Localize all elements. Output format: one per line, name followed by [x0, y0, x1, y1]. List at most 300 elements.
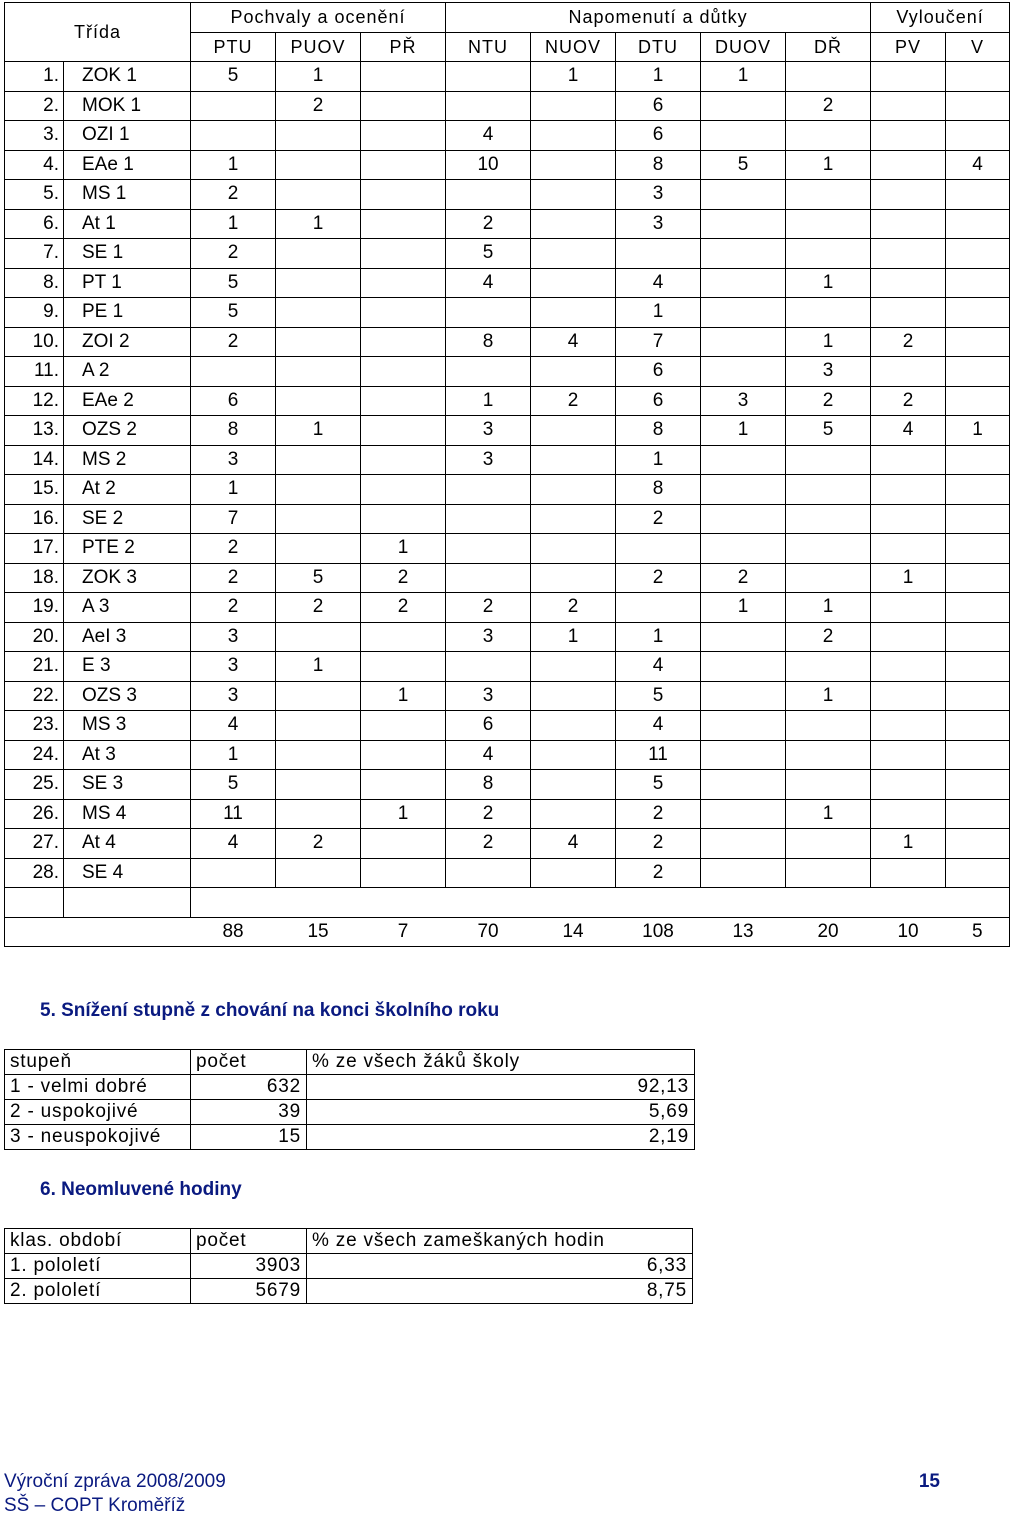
grade-header: stupeň: [5, 1050, 191, 1075]
value-cell-ptu: 2: [191, 593, 276, 623]
class-name: PT 1: [64, 268, 191, 298]
value-cell-ntu: [446, 298, 531, 328]
value-cell-ntu: [446, 357, 531, 387]
value-cell-dř: 1: [786, 593, 871, 623]
value-cell-ptu: [191, 858, 276, 888]
row-number: 15.: [5, 475, 64, 505]
class-name: At 4: [64, 829, 191, 859]
table-row: [5, 622, 1010, 652]
value-cell-ptu: 3: [191, 622, 276, 652]
hours-percent: 6,33: [307, 1254, 693, 1279]
value-cell-dř: [786, 504, 871, 534]
value-cell-ntu: [446, 475, 531, 505]
value-cell-puov: 1: [276, 209, 361, 239]
class-name: OZS 2: [64, 416, 191, 446]
value-cell-v: [946, 711, 1010, 741]
total-ptu: 88: [191, 917, 276, 947]
value-cell-puov: [276, 268, 361, 298]
value-cell-ntu: [446, 504, 531, 534]
value-cell-v: [946, 504, 1010, 534]
total-př: 7: [361, 917, 446, 947]
table-row: [5, 858, 1010, 888]
value-cell-duov: 2: [701, 563, 786, 593]
row-number: 16.: [5, 504, 64, 534]
value-cell-dtu: 8: [616, 150, 701, 180]
class-header: Třída: [5, 3, 191, 62]
row-number: 10.: [5, 327, 64, 357]
value-cell-puov: 5: [276, 563, 361, 593]
value-cell-ptu: 1: [191, 475, 276, 505]
value-cell-pv: [871, 268, 946, 298]
class-name: E 3: [64, 652, 191, 682]
value-cell-v: [946, 652, 1010, 682]
value-cell-př: 1: [361, 681, 446, 711]
col-header-dtu: DTU: [616, 32, 701, 62]
value-cell-puov: [276, 711, 361, 741]
value-cell-duov: [701, 268, 786, 298]
period-label: 2. pololetí: [5, 1279, 191, 1304]
value-cell-ptu: 8: [191, 416, 276, 446]
value-cell-př: [361, 91, 446, 121]
value-cell-ntu: 2: [446, 829, 531, 859]
row-number: 20.: [5, 622, 64, 652]
value-cell-nuov: [531, 652, 616, 682]
value-cell-v: [946, 770, 1010, 800]
value-cell-pv: [871, 858, 946, 888]
value-cell-dř: [786, 858, 871, 888]
value-cell-ntu: 2: [446, 799, 531, 829]
value-cell-puov: [276, 180, 361, 210]
spacer-row: [5, 888, 1010, 918]
value-cell-nuov: [531, 121, 616, 151]
hours-percent: 8,75: [307, 1279, 693, 1304]
row-number: 3.: [5, 121, 64, 151]
value-cell-př: [361, 180, 446, 210]
table-row: [5, 416, 1010, 446]
value-cell-ntu: 2: [446, 593, 531, 623]
value-cell-v: [946, 563, 1010, 593]
value-cell-duov: [701, 652, 786, 682]
value-cell-ptu: 3: [191, 445, 276, 475]
value-cell-puov: 1: [276, 416, 361, 446]
row-number: 17.: [5, 534, 64, 564]
value-cell-puov: [276, 445, 361, 475]
total-puov: 15: [276, 917, 361, 947]
row-number: 21.: [5, 652, 64, 682]
value-cell-dř: 1: [786, 327, 871, 357]
table-row: [5, 593, 1010, 623]
value-cell-dř: [786, 209, 871, 239]
value-cell-puov: 2: [276, 593, 361, 623]
value-cell-ptu: 5: [191, 268, 276, 298]
value-cell-ptu: 2: [191, 534, 276, 564]
col-header-pr: PŘ: [361, 32, 446, 62]
row-number: 13.: [5, 416, 64, 446]
value-cell-duov: [701, 770, 786, 800]
row-number: 26.: [5, 799, 64, 829]
class-name: SE 3: [64, 770, 191, 800]
praise-group-header: Pochvaly a ocenění: [191, 3, 446, 33]
percent-header: % ze všech zameškaných hodin: [307, 1229, 693, 1254]
value-cell-dtu: 1: [616, 445, 701, 475]
row-number: 1.: [5, 62, 64, 92]
class-name: A 2: [64, 357, 191, 387]
value-cell-nuov: [531, 475, 616, 505]
value-cell-duov: [701, 180, 786, 210]
table-row: [5, 681, 1010, 711]
value-cell-dř: [786, 740, 871, 770]
total-nuov: 14: [531, 917, 616, 947]
table-row: [5, 445, 1010, 475]
value-cell-pv: [871, 180, 946, 210]
value-cell-dtu: 3: [616, 209, 701, 239]
value-cell-př: [361, 268, 446, 298]
class-name: AeI 3: [64, 622, 191, 652]
value-cell-nuov: [531, 268, 616, 298]
class-name: ZOK 1: [64, 62, 191, 92]
spacer-cell: [64, 888, 191, 918]
value-cell-ntu: [446, 91, 531, 121]
value-cell-pv: [871, 475, 946, 505]
total-v: 5: [946, 917, 1010, 947]
spacer-cell: [191, 888, 1010, 918]
table-row: [5, 62, 1010, 92]
row-number: 6.: [5, 209, 64, 239]
value-cell-ntu: [446, 180, 531, 210]
value-cell-duov: [701, 475, 786, 505]
value-cell-dř: 1: [786, 268, 871, 298]
value-cell-pv: [871, 770, 946, 800]
value-cell-nuov: [531, 416, 616, 446]
value-cell-pv: 2: [871, 327, 946, 357]
value-cell-v: [946, 121, 1010, 151]
value-cell-př: [361, 209, 446, 239]
value-cell-dř: [786, 652, 871, 682]
col-header-dr: DŘ: [786, 32, 871, 62]
row-number: 5.: [5, 180, 64, 210]
value-cell-př: [361, 740, 446, 770]
value-cell-nuov: [531, 504, 616, 534]
value-cell-puov: 2: [276, 829, 361, 859]
value-cell-př: [361, 416, 446, 446]
value-cell-duov: 1: [701, 62, 786, 92]
value-cell-př: 1: [361, 534, 446, 564]
value-cell-puov: [276, 770, 361, 800]
value-cell-dř: 1: [786, 150, 871, 180]
value-cell-nuov: [531, 770, 616, 800]
value-cell-př: 2: [361, 563, 446, 593]
value-cell-ntu: 3: [446, 445, 531, 475]
value-cell-ntu: [446, 563, 531, 593]
row-number: 7.: [5, 239, 64, 269]
class-name: At 3: [64, 740, 191, 770]
count-header: počet: [191, 1229, 307, 1254]
value-cell-ntu: 10: [446, 150, 531, 180]
hours-header-row: [5, 1229, 693, 1254]
value-cell-nuov: [531, 180, 616, 210]
value-cell-duov: [701, 327, 786, 357]
table-row: [5, 1279, 693, 1304]
class-name: MS 3: [64, 711, 191, 741]
value-cell-pv: [871, 445, 946, 475]
value-cell-ptu: 2: [191, 563, 276, 593]
value-cell-ntu: 4: [446, 121, 531, 151]
value-cell-ptu: 1: [191, 209, 276, 239]
value-cell-v: [946, 180, 1010, 210]
value-cell-pv: [871, 239, 946, 269]
class-name: MOK 1: [64, 91, 191, 121]
col-header-puov: PUOV: [276, 32, 361, 62]
value-cell-ntu: 8: [446, 770, 531, 800]
table-row: [5, 91, 1010, 121]
value-cell-nuov: [531, 534, 616, 564]
value-cell-nuov: [531, 150, 616, 180]
value-cell-ntu: 3: [446, 416, 531, 446]
value-cell-př: [361, 711, 446, 741]
col-header-ptu: PTU: [191, 32, 276, 62]
class-name: MS 2: [64, 445, 191, 475]
row-number: 19.: [5, 593, 64, 623]
value-cell-př: [361, 386, 446, 416]
section-5-title: 5. Snížení stupně z chování na konci školního roku: [40, 1000, 500, 1021]
class-name: A 3: [64, 593, 191, 623]
value-cell-dř: [786, 770, 871, 800]
class-name: SE 4: [64, 858, 191, 888]
reprimand-group-header: Napomenutí a důtky: [446, 3, 871, 33]
value-cell-puov: 2: [276, 91, 361, 121]
value-cell-nuov: 2: [531, 386, 616, 416]
value-cell-duov: [701, 681, 786, 711]
value-cell-dř: [786, 445, 871, 475]
row-number: 9.: [5, 298, 64, 328]
value-cell-pv: [871, 209, 946, 239]
value-cell-puov: [276, 386, 361, 416]
value-cell-duov: [701, 121, 786, 151]
group-header-row: [5, 3, 1010, 33]
value-cell-př: [361, 357, 446, 387]
value-cell-pv: [871, 62, 946, 92]
grade-label: 3 - neuspokojivé: [5, 1125, 191, 1150]
value-cell-dř: [786, 239, 871, 269]
value-cell-ntu: 4: [446, 268, 531, 298]
value-cell-dř: 2: [786, 386, 871, 416]
value-cell-dř: 1: [786, 799, 871, 829]
value-cell-dtu: 2: [616, 504, 701, 534]
value-cell-nuov: [531, 445, 616, 475]
value-cell-dtu: 8: [616, 475, 701, 505]
value-cell-nuov: [531, 239, 616, 269]
value-cell-puov: [276, 681, 361, 711]
value-cell-puov: [276, 799, 361, 829]
value-cell-dtu: 4: [616, 652, 701, 682]
value-cell-ptu: 2: [191, 327, 276, 357]
col-header-pv: PV: [871, 32, 946, 62]
class-name: SE 2: [64, 504, 191, 534]
value-cell-př: [361, 445, 446, 475]
value-cell-puov: 1: [276, 62, 361, 92]
row-number: 18.: [5, 563, 64, 593]
value-cell-puov: [276, 298, 361, 328]
table-row: [5, 1075, 695, 1100]
value-cell-dtu: 2: [616, 829, 701, 859]
value-cell-pv: 2: [871, 386, 946, 416]
value-cell-ntu: 3: [446, 622, 531, 652]
total-duov: 13: [701, 917, 786, 947]
value-cell-duov: [701, 504, 786, 534]
row-number: 2.: [5, 91, 64, 121]
table-row: [5, 740, 1010, 770]
value-cell-dtu: 11: [616, 740, 701, 770]
total-dř: 20: [786, 917, 871, 947]
value-cell-nuov: [531, 711, 616, 741]
value-cell-dř: [786, 62, 871, 92]
behavior-header-row: [5, 1050, 695, 1075]
value-cell-dř: [786, 829, 871, 859]
value-cell-dř: 3: [786, 357, 871, 387]
table-row: [5, 799, 1010, 829]
value-cell-př: [361, 829, 446, 859]
value-cell-ptu: 2: [191, 180, 276, 210]
grade-count: 39: [191, 1100, 307, 1125]
value-cell-ptu: 5: [191, 62, 276, 92]
grade-count: 632: [191, 1075, 307, 1100]
value-cell-dtu: [616, 239, 701, 269]
value-cell-v: [946, 445, 1010, 475]
value-cell-dř: [786, 180, 871, 210]
value-cell-v: [946, 858, 1010, 888]
row-number: 25.: [5, 770, 64, 800]
table-row: [5, 534, 1010, 564]
footer-report-title: Výroční zpráva 2008/2009: [4, 1471, 226, 1492]
value-cell-pv: [871, 534, 946, 564]
col-header-ntu: NTU: [446, 32, 531, 62]
table-row: [5, 150, 1010, 180]
value-cell-nuov: [531, 740, 616, 770]
value-cell-př: [361, 327, 446, 357]
value-cell-pv: [871, 711, 946, 741]
value-cell-pv: [871, 799, 946, 829]
value-cell-nuov: [531, 681, 616, 711]
value-cell-dtu: 6: [616, 121, 701, 151]
total-ntu: 70: [446, 917, 531, 947]
class-name: At 2: [64, 475, 191, 505]
table-row: [5, 652, 1010, 682]
value-cell-př: [361, 62, 446, 92]
value-cell-v: [946, 62, 1010, 92]
col-header-nuov: NUOV: [531, 32, 616, 62]
value-cell-dř: [786, 475, 871, 505]
value-cell-ptu: 4: [191, 711, 276, 741]
value-cell-nuov: [531, 298, 616, 328]
value-cell-puov: [276, 357, 361, 387]
class-name: MS 4: [64, 799, 191, 829]
value-cell-puov: [276, 504, 361, 534]
value-cell-pv: [871, 121, 946, 151]
value-cell-ptu: 7: [191, 504, 276, 534]
grade-percent: 2,19: [307, 1125, 695, 1150]
value-cell-nuov: 1: [531, 622, 616, 652]
value-cell-př: [361, 239, 446, 269]
value-cell-v: [946, 799, 1010, 829]
table-row: [5, 209, 1010, 239]
value-cell-v: [946, 209, 1010, 239]
class-name: PTE 2: [64, 534, 191, 564]
table-row: [5, 327, 1010, 357]
grade-count: 15: [191, 1125, 307, 1150]
row-number: 11.: [5, 357, 64, 387]
table-row: [5, 1100, 695, 1125]
count-header: počet: [191, 1050, 307, 1075]
value-cell-ntu: 5: [446, 239, 531, 269]
value-cell-duov: [701, 534, 786, 564]
value-cell-puov: [276, 858, 361, 888]
table-row: [5, 1125, 695, 1150]
value-cell-př: [361, 504, 446, 534]
value-cell-pv: [871, 298, 946, 328]
value-cell-puov: [276, 327, 361, 357]
table-row: [5, 268, 1010, 298]
value-cell-ptu: [191, 91, 276, 121]
table-row: [5, 239, 1010, 269]
value-cell-pv: [871, 622, 946, 652]
value-cell-puov: 1: [276, 652, 361, 682]
value-cell-dtu: 6: [616, 386, 701, 416]
value-cell-dř: 1: [786, 681, 871, 711]
value-cell-pv: 4: [871, 416, 946, 446]
value-cell-duov: [701, 829, 786, 859]
value-cell-ptu: [191, 357, 276, 387]
value-cell-pv: 1: [871, 829, 946, 859]
class-name: MS 1: [64, 180, 191, 210]
grade-percent: 5,69: [307, 1100, 695, 1125]
value-cell-dř: 5: [786, 416, 871, 446]
value-cell-dtu: 8: [616, 416, 701, 446]
value-cell-dtu: 2: [616, 858, 701, 888]
value-cell-př: 1: [361, 799, 446, 829]
value-cell-př: 2: [361, 593, 446, 623]
value-cell-ntu: 4: [446, 740, 531, 770]
spacer-cell: [5, 888, 64, 918]
value-cell-dř: [786, 298, 871, 328]
value-cell-dtu: [616, 534, 701, 564]
behavior-grade-table: [4, 1049, 695, 1150]
value-cell-pv: [871, 504, 946, 534]
value-cell-nuov: [531, 563, 616, 593]
value-cell-v: [946, 327, 1010, 357]
value-cell-nuov: [531, 858, 616, 888]
value-cell-duov: [701, 209, 786, 239]
value-cell-ptu: 6: [191, 386, 276, 416]
value-cell-pv: [871, 357, 946, 387]
discipline-table: [4, 2, 1010, 947]
value-cell-ntu: 8: [446, 327, 531, 357]
totals-label-cell: [5, 917, 191, 947]
class-name: At 1: [64, 209, 191, 239]
value-cell-dtu: 6: [616, 91, 701, 121]
value-cell-ntu: [446, 62, 531, 92]
value-cell-ntu: [446, 858, 531, 888]
period-header: klas. období: [5, 1229, 191, 1254]
value-cell-nuov: 4: [531, 829, 616, 859]
value-cell-v: [946, 475, 1010, 505]
expulsion-group-header: Vyloučení: [871, 3, 1010, 33]
class-name: ZOK 3: [64, 563, 191, 593]
value-cell-ntu: 6: [446, 711, 531, 741]
total-dtu: 108: [616, 917, 701, 947]
value-cell-v: [946, 681, 1010, 711]
value-cell-ntu: 3: [446, 681, 531, 711]
table-row: [5, 475, 1010, 505]
